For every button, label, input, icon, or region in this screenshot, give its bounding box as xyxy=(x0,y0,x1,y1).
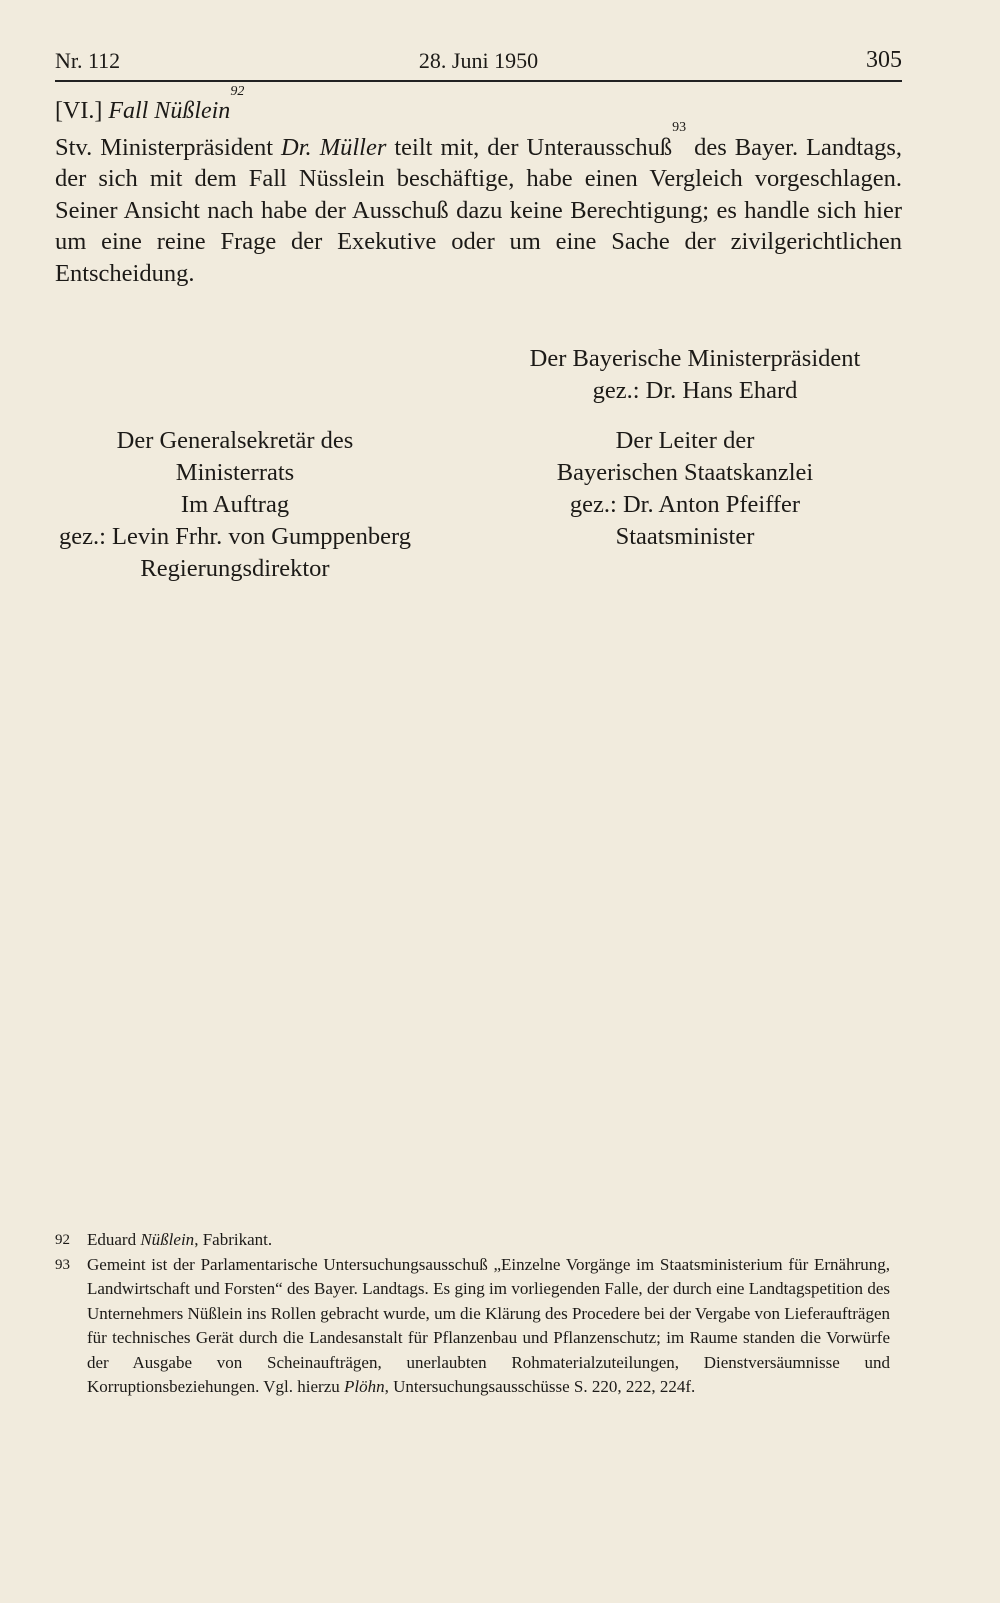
section-number: [VI.] xyxy=(55,98,103,124)
footnote-author-name: Plöhn xyxy=(343,1377,385,1396)
signature-line: Im Auftrag xyxy=(180,491,290,518)
document-number: Nr. 112 xyxy=(55,48,121,73)
footnote-text-part: Eduard xyxy=(87,1230,141,1249)
footnote-text-part: , Untersuchungsausschüsse S. 220, 222, 224f. xyxy=(384,1377,696,1396)
paragraph-text-2: teilt mit, der Unterausschuß xyxy=(386,133,673,161)
footnote-person-name: Nüßlein xyxy=(140,1230,195,1249)
signature-state-chancellery xyxy=(525,425,845,553)
signature-line: gez.: Dr. Anton Pfeiffer xyxy=(569,491,801,518)
signature-line: Regierungsdirektor xyxy=(140,555,330,582)
signature-line: Staatsminister xyxy=(615,523,755,550)
footnote-92 xyxy=(55,1228,890,1253)
header-date: 28. Juni 1950 xyxy=(418,48,539,73)
footnote-ref-93: 93 xyxy=(672,119,687,135)
footnote-93 xyxy=(55,1253,890,1400)
signature-line: gez.: Levin Frhr. von Gumppenberg xyxy=(58,523,411,550)
signature-line: Ministerrats xyxy=(175,459,295,486)
signature-general-secretary xyxy=(55,425,415,585)
section-heading xyxy=(55,84,902,128)
signature-line: gez.: Dr. Hans Ehard xyxy=(592,377,798,404)
footnote-text-part: , Fabrikant. xyxy=(194,1230,273,1249)
paragraph-text-1: Stv. Ministerpräsident xyxy=(55,133,282,161)
footnote-text xyxy=(87,1253,890,1400)
section-title: Fall Nüßlein xyxy=(108,98,231,124)
footnote-number: 93 xyxy=(55,1256,70,1273)
footnote-text xyxy=(87,1228,890,1253)
speaker-name: Müller xyxy=(319,133,387,161)
page-number: 305 xyxy=(866,47,902,73)
running-header xyxy=(55,40,902,82)
footnote-number: 92 xyxy=(55,1232,70,1248)
footnotes xyxy=(55,1228,890,1400)
signature-line: Bayerischen Staatskanzlei xyxy=(556,459,814,486)
footnote-ref-92: 92 xyxy=(230,84,245,99)
footnote-text-part: Gemeint ist der Parlamentarische Untersuchungsausschuß „Einzelne Vorgänge im Staatsministerium für Ernährung, Landwirtschaft und Forsten“ des Bayer. Landtags. Es ging im vorliegenden Falle, der durch eine Landtagspetition des Unternehmers Nüßlein ins Rollen gebracht wurde, um die Klärung des Procedere bei der Vergabe von Lieferaufträgen für technisches Gerät durch die Landesanstalt für Pflanzenbau und Pflanzenschutz; im Raume standen die Vorwürfe der Ausgabe von Scheinaufträgen, unerlaubten Rohmaterialzuteilungen, Dienstversäumnisse und Korruptionsbeziehungen. Vgl. hierzu xyxy=(87,1254,890,1396)
signature-line: Der Leiter der xyxy=(615,427,755,454)
signature-line: Der Generalsekretär des xyxy=(116,427,354,454)
main-text xyxy=(55,84,903,289)
paragraph-text-3: des Bayer. Landtags, der sich mit dem Fall Nüsslein beschäftige, habe einen Vergleich vorgeschlagen. Seiner Ansicht nach habe der Ausschuß dazu keine Berechtigung; es handle sich hier um eine reine Frage der Exekutive oder um eine Sache der zivilgerichtlichen Entscheidung. xyxy=(55,133,903,287)
signature-minister-president xyxy=(505,343,885,407)
signature-line: Der Bayerische Ministerpräsident xyxy=(529,345,861,372)
body-paragraph xyxy=(55,119,903,290)
speaker-title: Dr. xyxy=(281,133,320,161)
